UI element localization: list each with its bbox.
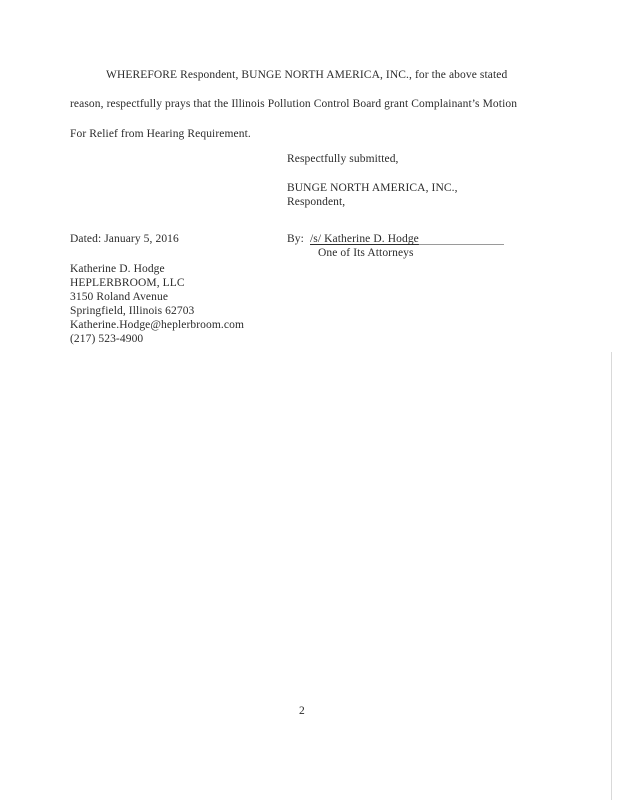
contact-name: Katherine D. Hodge: [70, 263, 165, 275]
dated-line: Dated: January 5, 2016: [70, 233, 179, 245]
contact-firm: HEPLERBROOM, LLC: [70, 277, 185, 289]
contact-street: 3150 Roland Avenue: [70, 291, 169, 303]
contact-email: Katherine.Hodge@heplerbroom.com: [70, 319, 244, 331]
closing-role: Respondent,: [287, 196, 346, 208]
paragraph-line-3: For Relief from Hearing Requirement.: [70, 128, 251, 140]
paragraph-line-1: WHEREFORE Respondent, BUNGE NORTH AMERICA, INC., for the above stated: [106, 69, 508, 81]
contact-city: Springfield, Illinois 62703: [70, 305, 195, 317]
signature-by-label: By:: [287, 233, 304, 245]
closing-respectfully: Respectfully submitted,: [287, 153, 399, 165]
signature-name: /s/ Katherine D. Hodge: [310, 233, 419, 245]
page-number: 2: [299, 705, 305, 717]
paragraph-line-2: reason, respectfully prays that the Illinois Pollution Control Board grant Complainant’s Motion: [70, 98, 518, 110]
signature-title: One of Its Attorneys: [318, 247, 414, 259]
contact-phone: (217) 523-4900: [70, 333, 144, 345]
closing-company: BUNGE NORTH AMERICA, INC.,: [287, 182, 458, 194]
scan-edge-shadow: [611, 352, 612, 800]
